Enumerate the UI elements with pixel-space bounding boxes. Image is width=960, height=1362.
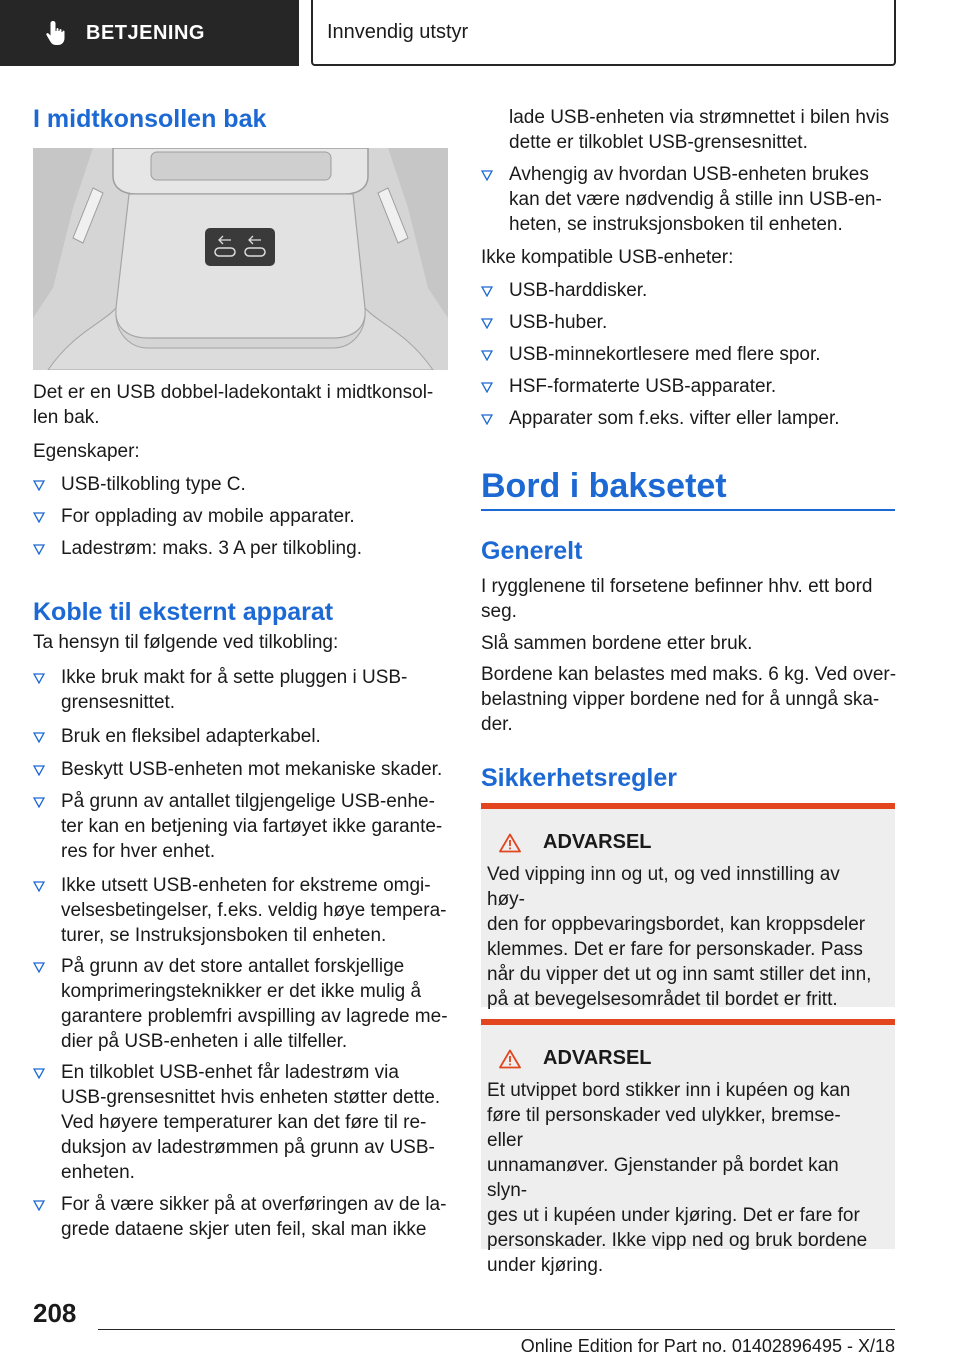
chapter-tab (311, 0, 896, 66)
bullet-triangle-icon (481, 350, 493, 361)
console-drawing (33, 148, 448, 370)
usb-port-illustration (33, 148, 448, 370)
page-number: 208 (33, 1298, 77, 1328)
heading-koble-til: Koble til eksternt apparat (33, 598, 334, 626)
warning-text: Ved vipping inn og ut, og ved innstilling av høy- den for oppbevaringsbordet, kan kroppsdeler klemmes. Det er fare for personskader. Pass når du vipper det ut og inn samt stiller det inn, på at bevegelsesområdet til bordet er fritt. (487, 864, 872, 1010)
bullet-triangle-icon (33, 732, 45, 743)
bullet-triangle-icon (33, 1200, 45, 1211)
bullet-triangle-icon (33, 881, 45, 892)
general-paragraph-2: Slå sammen bordene etter bruk. (481, 633, 753, 654)
list-item: På grunn av antallet tilgjengelige USB-enhe- ter kan en betjening via fartøyet ikke garante- res for hver enhet. (33, 789, 448, 864)
properties-label: Egenskaper: (33, 441, 140, 462)
list-item: For å være sikker på at overføringen av de la- grede dataene skjer uten feil, skal man ikke (33, 1192, 453, 1242)
bullet-triangle-icon (33, 962, 45, 973)
warning-title: ADVARSEL (487, 1047, 879, 1070)
bullet-triangle-icon (33, 544, 45, 555)
list-item: Ikke utsett USB-enheten for ekstreme omgi- velsesbetingelser, f.eks. veldig høye tempera- turer, se Instruksjonsboken til enheten. (33, 873, 448, 948)
heading-bord-i-baksetet: Bord i baksetet (481, 467, 727, 505)
list-item: USB-huber. (481, 310, 895, 335)
warning-title: ADVARSEL (487, 831, 879, 854)
section-tab (0, 0, 299, 66)
section-title: BETJENING (86, 21, 205, 44)
list-item: Beskytt USB-enheten mot mekaniske skader. (33, 757, 453, 782)
bullet-triangle-icon (33, 673, 45, 684)
heading-sikkerhetsregler: Sikkerhetsregler (481, 764, 677, 792)
list-item: HSF-formaterte USB-apparater. (481, 374, 895, 399)
bullet-triangle-icon (33, 1068, 45, 1079)
incompatible-label: Ikke kompatible USB-enheter: (481, 247, 734, 268)
list-item: På grunn av det store antallet forskjellige komprimeringsteknikker er det ikke mulig å garantere problemfri avspilling av lagrede me- dier på USB-enheten i alle tilfeller. (33, 954, 448, 1054)
page-header (0, 0, 960, 66)
warning-box (481, 1019, 895, 1276)
list-item: En tilkoblet USB-enhet får ladestrøm via USB-grensesnittet hvis enheten støtter dette. Ved høyere temperaturer kan det føre til re- duksjon av ladestrømmen på grunn av USB- enheten. (33, 1060, 453, 1185)
list-item: Ladestrøm: maks. 3 A per tilkobling. (33, 536, 448, 561)
heading-midtkonsoll: I midtkonsollen bak (33, 105, 267, 133)
hand-pointer-icon (42, 18, 72, 48)
bullet-triangle-icon (481, 286, 493, 297)
bullet-triangle-icon (481, 318, 493, 329)
list-item: Bruk en fleksibel adapterkabel. (33, 724, 448, 749)
list-item: USB-harddisker. (481, 278, 895, 303)
bullet-triangle-icon (481, 414, 493, 425)
bullet-triangle-icon (481, 382, 493, 393)
bullet-triangle-icon (33, 797, 45, 808)
heading-generelt: Generelt (481, 537, 583, 565)
footer-rule (98, 1329, 895, 1330)
warning-triangle-icon (499, 1049, 521, 1069)
bullet-triangle-icon (33, 512, 45, 523)
edition-text: Online Edition for Part no. 01402896495 - X/18 (520, 1336, 895, 1356)
warning-text: Et utvippet bord stikker inn i kupéen og kan føre til personskader ved ulykker, bremse- eller unnamanøver. Gjenstander på bordet kan slyn- ges ut i kupéen under kjøring. Det er fare for personskader. Ikke vipp ned og bruk bordene under kjøring. (487, 1080, 868, 1276)
list-item: Avhengig av hvordan USB-enheten brukes kan det være nødvendig å stille inn USB-en- heten, se instruksjonsboken til enheten. (481, 162, 895, 237)
list-item: Ikke bruk makt for å sette pluggen i USB- grensesnittet. (33, 665, 448, 715)
bullet-triangle-icon (481, 170, 493, 181)
warning-box (481, 803, 895, 1010)
list-item: Apparater som f.eks. vifter eller lamper. (481, 406, 895, 431)
chapter-title: Innvendig utstyr (327, 20, 469, 43)
general-paragraph-1: I rygglenene til forsetene befinner hhv. ett bord seg. (481, 576, 873, 622)
general-paragraph-3: Bordene kan belastes med maks. 6 kg. Ved over- belastning vipper bordene ned for å unngå ska- der. (481, 664, 897, 735)
title-underline (481, 509, 895, 511)
bullet-triangle-icon (33, 765, 45, 776)
warning-triangle-icon (499, 833, 521, 853)
continued-list-text: lade USB-enheten via strømnettet i bilen hvis dette er tilkoblet USB-grensesnittet. (509, 107, 890, 153)
list-item: USB-minnekortlesere med flere spor. (481, 342, 895, 367)
bullet-triangle-icon (33, 480, 45, 491)
list-item: For opplading av mobile apparater. (33, 504, 448, 529)
intro-paragraph: Det er en USB dobbel-ladekontakt i midtkonsol-len bak. (33, 382, 434, 428)
connect-intro: Ta hensyn til følgende ved tilkobling: (33, 632, 339, 653)
list-item: USB-tilkobling type C. (33, 472, 448, 497)
